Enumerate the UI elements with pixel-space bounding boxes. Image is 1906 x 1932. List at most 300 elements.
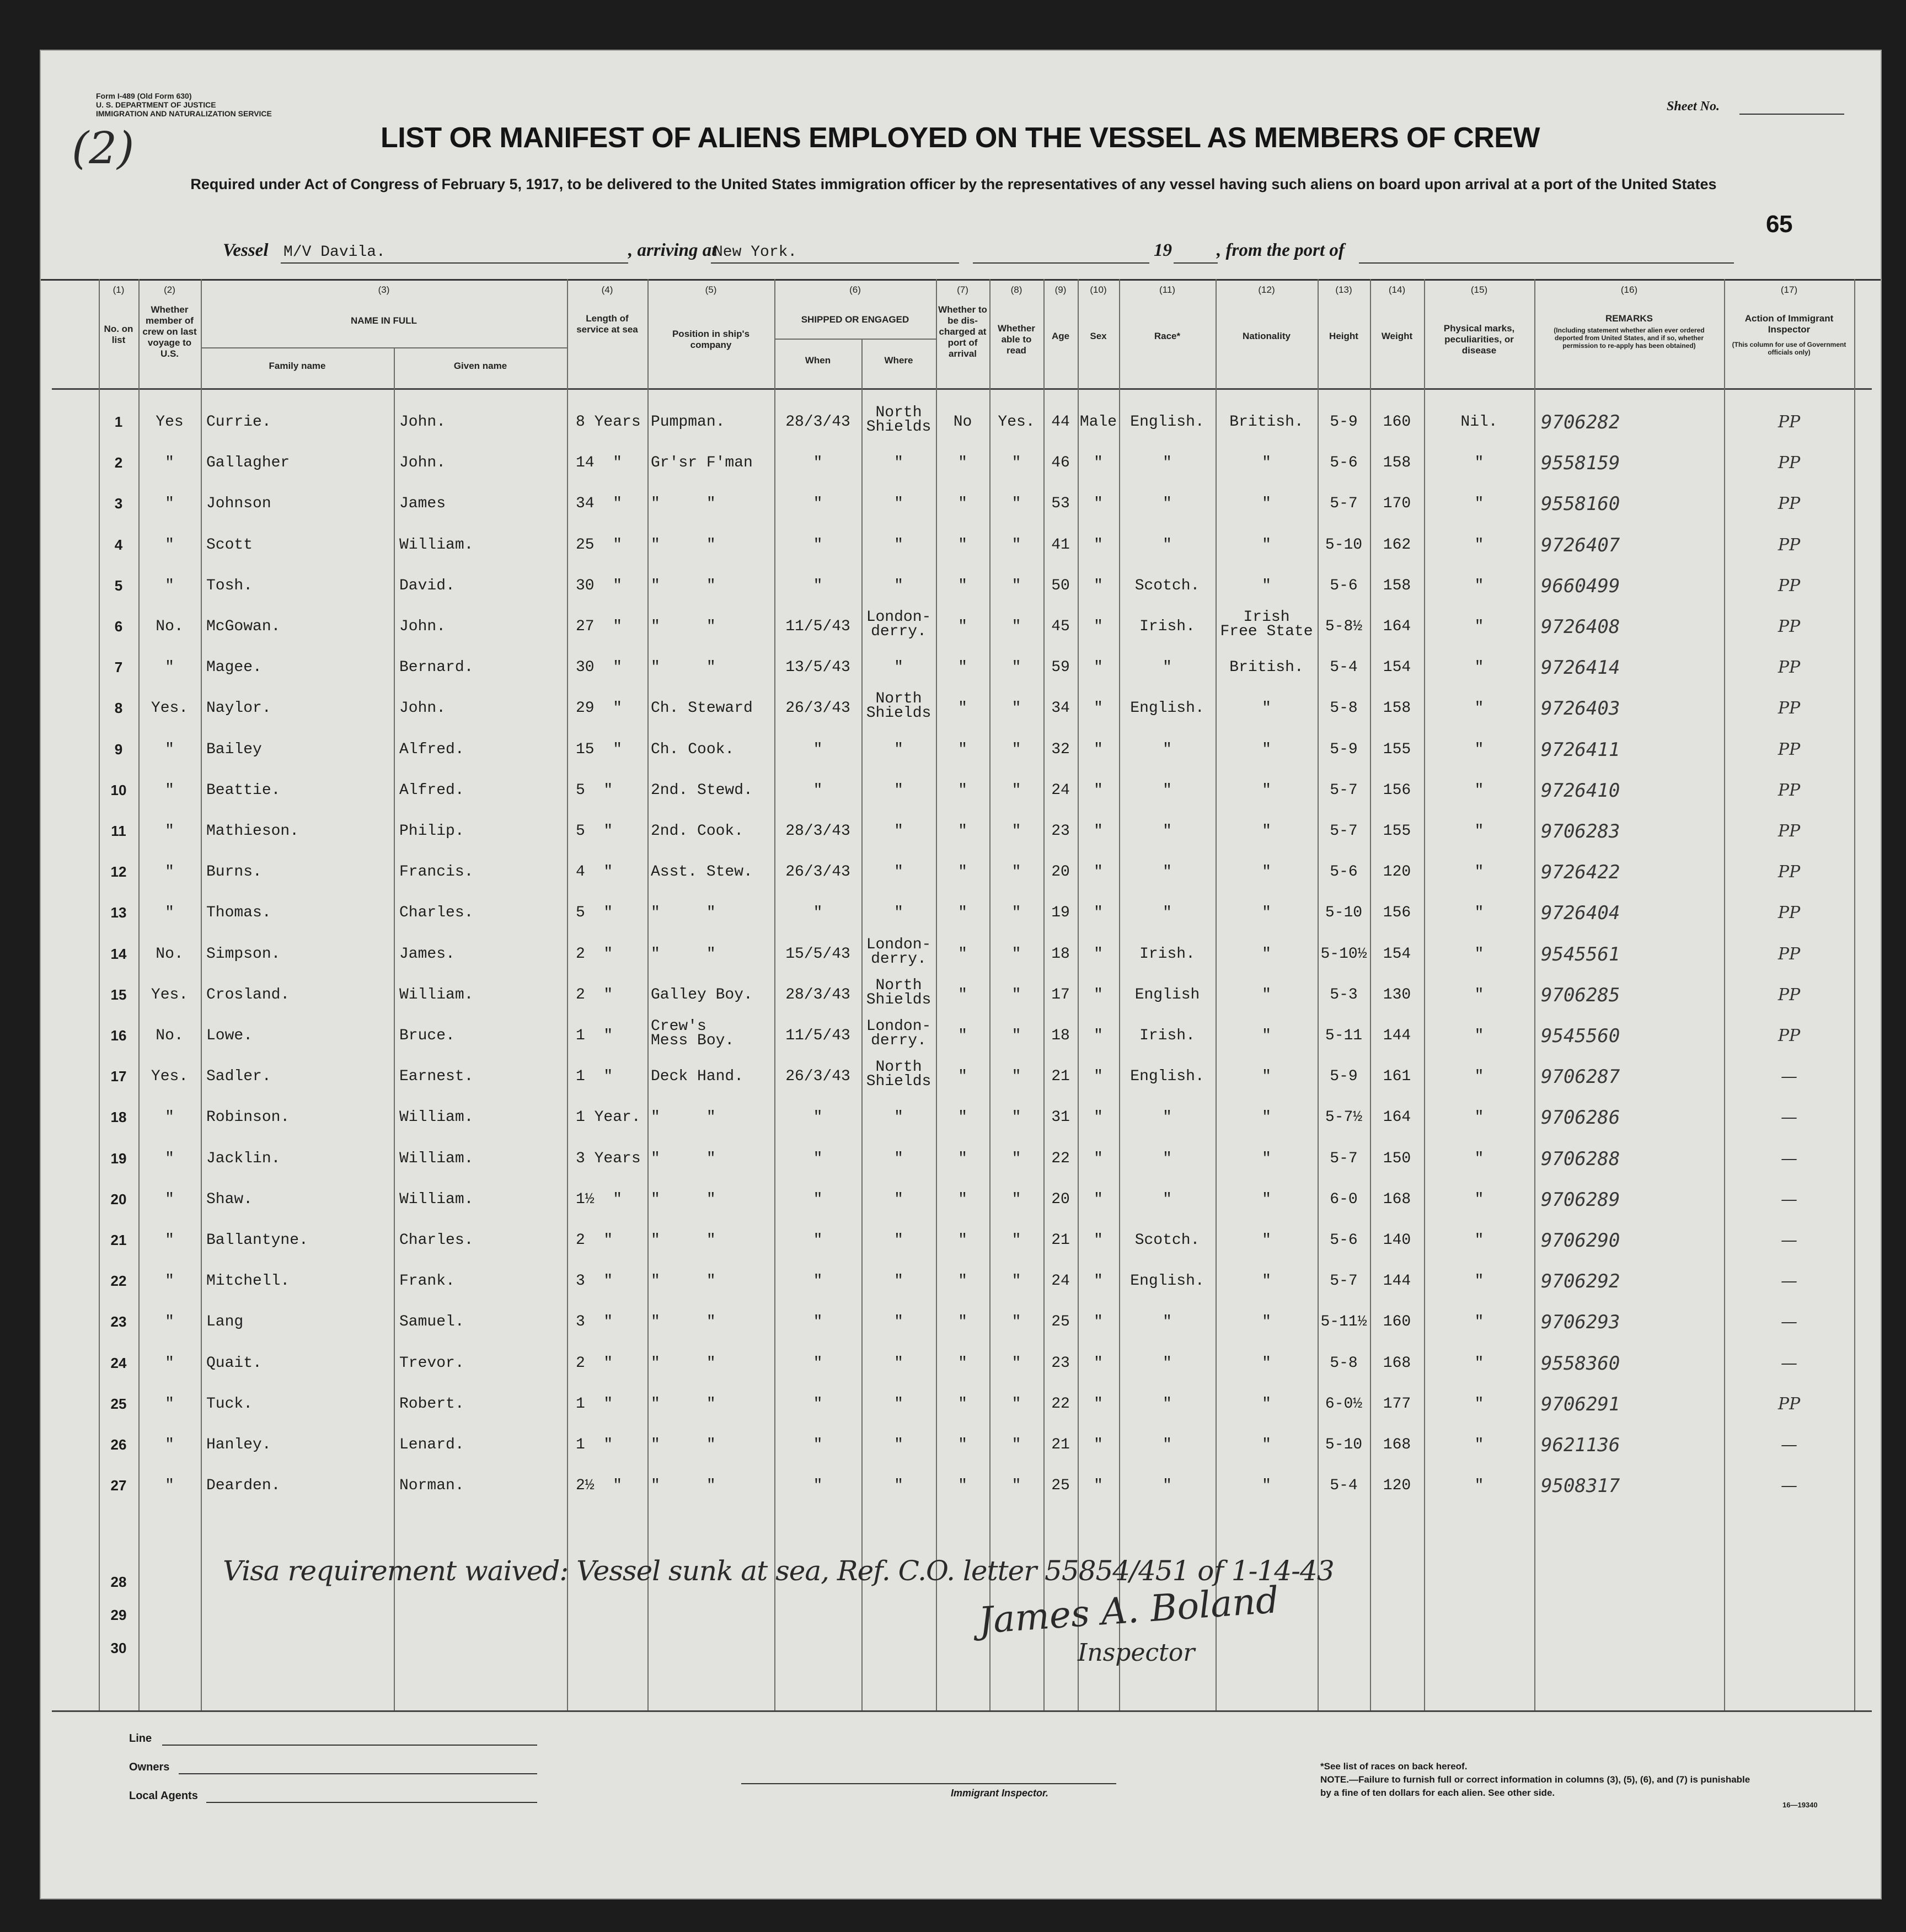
cell-race: " [1163, 536, 1172, 554]
cell-nat: " [1262, 741, 1271, 758]
year-underline [1174, 262, 1218, 264]
cell-disch: " [958, 577, 967, 594]
cell-family: Gallagher [206, 454, 290, 471]
cell-marks: " [1474, 782, 1484, 799]
cell-service: 34 " [576, 495, 623, 512]
cell-nat: " [1262, 1150, 1271, 1167]
cell-position: Galley Boy. [651, 986, 753, 1003]
cell-family: Mitchell. [206, 1273, 290, 1290]
cell-action: PP [1777, 699, 1801, 718]
cell-sex: " [1094, 1150, 1103, 1167]
cell-when: " [813, 1109, 823, 1126]
cell-age: 23 [1051, 1355, 1070, 1372]
cell-position: " " [651, 495, 716, 512]
arriving-label: , arriving at [628, 240, 717, 260]
cell-nat: " [1262, 1396, 1271, 1413]
cell-nat: " [1262, 904, 1271, 921]
cell-position: " " [651, 1232, 716, 1249]
col-header-height: Height [1329, 331, 1358, 341]
cell-where: North Shields [866, 404, 931, 436]
cell-age: 24 [1051, 782, 1070, 799]
cell-service: 1 Year. [576, 1109, 641, 1126]
cell-disch: " [958, 741, 967, 758]
cell-when: " [813, 454, 823, 471]
cell-where: " [894, 659, 903, 676]
cell-last: " [165, 1396, 174, 1413]
cell-action: PP [1777, 453, 1801, 473]
cell-last: " [165, 863, 174, 881]
col-num: (16) [1620, 285, 1638, 295]
row-number: 21 [110, 1232, 127, 1248]
cell-position: " " [651, 1109, 716, 1126]
cell-family: Crosland. [206, 986, 290, 1003]
cell-sex: " [1094, 618, 1103, 635]
cell-last: " [165, 1191, 174, 1208]
cell-weight: 164 [1383, 1109, 1411, 1126]
cell-race: Irish. [1139, 1027, 1195, 1044]
cell-sex: " [1094, 863, 1103, 881]
cell-action: PP [1777, 535, 1801, 555]
cell-when: " [813, 1436, 823, 1453]
cell-action: PP [1777, 862, 1801, 882]
cell-disch: " [958, 1232, 967, 1249]
cell-position: " " [651, 1273, 716, 1290]
col-num: (13) [1335, 285, 1352, 295]
cell-height: 5-7 [1330, 823, 1358, 840]
cell-nat: Irish Free State [1220, 609, 1313, 640]
cell-age: 19 [1051, 904, 1070, 921]
cell-last: Yes. [151, 700, 189, 717]
cell-remark: 9726422 [1541, 861, 1620, 883]
cell-read: " [1011, 863, 1021, 881]
cell-position: " " [651, 1150, 716, 1167]
cell-marks: " [1474, 1313, 1484, 1330]
cell-race: " [1163, 659, 1172, 676]
cell-height: 5-10 [1325, 1436, 1363, 1453]
cell-sex: " [1094, 495, 1103, 512]
cell-disch: " [958, 782, 967, 799]
row-number: 14 [110, 946, 127, 962]
row-number: 4 [114, 536, 123, 553]
cell-family: Tosh. [206, 577, 253, 594]
cell-disch: " [958, 618, 967, 635]
cell-race: " [1163, 782, 1172, 799]
cell-given: Lenard. [399, 1436, 464, 1453]
cell-sex: " [1094, 700, 1103, 717]
cell-read: " [1011, 904, 1021, 921]
cell-weight: 150 [1383, 1150, 1411, 1167]
cell-remark: 9706290 [1541, 1230, 1620, 1252]
cell-family: Robinson. [206, 1109, 290, 1126]
cell-nat: " [1262, 454, 1271, 471]
cell-race: Irish. [1139, 618, 1195, 635]
cell-position: Ch. Steward [651, 700, 753, 717]
cell-weight: 158 [1383, 700, 1411, 717]
cell-given: James [399, 495, 446, 512]
cell-disch: No [953, 414, 972, 431]
col-header-no: No. on list [104, 324, 133, 345]
cell-service: 1½ " [576, 1191, 623, 1208]
cell-disch: " [958, 1313, 967, 1330]
cell-given: Bernard. [399, 659, 474, 676]
cell-weight: 140 [1383, 1232, 1411, 1249]
col-header-action-note: (This column for use of Government officials only) [1732, 341, 1846, 356]
cell-height: 5-7 [1330, 1273, 1358, 1290]
cell-weight: 168 [1383, 1355, 1411, 1372]
cell-position: " " [651, 904, 716, 921]
form-service: IMMIGRATION AND NATURALIZATION SERVICE [96, 109, 272, 118]
cell-height: 6-0½ [1325, 1396, 1363, 1413]
cell-service: 1 " [576, 1027, 613, 1044]
inspector-signature-line [741, 1783, 1116, 1784]
cell-disch: " [958, 1150, 967, 1167]
cell-when: " [813, 577, 823, 594]
cell-action: — [1781, 1435, 1797, 1455]
cell-height: 5-8 [1330, 1355, 1358, 1372]
cell-where: London- derry. [866, 1018, 931, 1049]
col-num: (7) [957, 285, 968, 295]
cell-remark: 9706292 [1541, 1270, 1620, 1292]
cell-where: " [894, 904, 903, 921]
page-number: 65 [1766, 211, 1792, 238]
cell-position: Gr'sr F'man [651, 454, 753, 471]
col-line [1534, 279, 1535, 1710]
cell-family: Burns. [206, 863, 262, 881]
row-number: 9 [114, 741, 123, 758]
cell-weight: 154 [1383, 659, 1411, 676]
cell-sex: " [1094, 904, 1103, 921]
cell-when: 28/3/43 [785, 414, 850, 431]
cell-last: " [165, 1477, 174, 1494]
cell-position: " " [651, 1477, 716, 1494]
cell-when: 26/3/43 [785, 863, 850, 881]
row-number: 12 [110, 863, 127, 880]
col-header-shipped: SHIPPED OR ENGAGED [801, 314, 909, 325]
cell-service: 27 " [576, 618, 623, 635]
form-info [96, 92, 272, 118]
page-title: LIST OR MANIFEST OF ALIENS EMPLOYED ON THE VESSEL AS MEMBERS OF CREW [381, 122, 1540, 154]
cell-remark: 9706289 [1541, 1189, 1620, 1211]
row-number: 15 [110, 986, 127, 1003]
col-line [394, 347, 395, 1710]
cell-where: " [894, 536, 903, 554]
cell-height: 5-7 [1330, 1150, 1358, 1167]
inspector-signature: James A. Boland [977, 1579, 1281, 1642]
cell-action: — [1781, 1476, 1797, 1495]
cell-action: — [1781, 1271, 1797, 1291]
from-port-label: , from the port of [1217, 240, 1345, 260]
cell-nat: " [1262, 1027, 1271, 1044]
cell-last: " [165, 536, 174, 554]
col-line [567, 279, 568, 1710]
cell-given: Trevor. [399, 1355, 464, 1372]
cell-disch: " [958, 659, 967, 676]
cell-height: 5-7½ [1325, 1109, 1363, 1126]
cell-marks: " [1474, 536, 1484, 554]
cell-race: " [1163, 1109, 1172, 1126]
cell-last: Yes. [151, 986, 189, 1003]
cell-weight: 144 [1383, 1273, 1411, 1290]
cell-read: " [1011, 741, 1021, 758]
cell-race: English. [1130, 1273, 1204, 1290]
cell-when: " [813, 1150, 823, 1167]
cell-height: 5-8½ [1325, 618, 1363, 635]
cell-service: 3 " [576, 1273, 613, 1290]
cell-remark: 9558159 [1541, 452, 1620, 474]
cell-given: Earnest. [399, 1068, 474, 1085]
cell-last: " [165, 1355, 174, 1372]
cell-where: " [894, 1273, 903, 1290]
cell-marks: " [1474, 577, 1484, 594]
row-number: 11 [111, 823, 126, 839]
cell-last: " [165, 659, 174, 676]
cell-race: " [1163, 741, 1172, 758]
cell-sex: " [1094, 1273, 1103, 1290]
cell-when: 28/3/43 [785, 986, 850, 1003]
cell-disch: " [958, 1273, 967, 1290]
cell-sex: " [1094, 1232, 1103, 1249]
cell-when: " [813, 904, 823, 921]
cell-service: 3 Years [576, 1150, 641, 1167]
row-number: 17 [110, 1068, 127, 1085]
cell-disch: " [958, 536, 967, 554]
cell-remark: 9726414 [1541, 657, 1620, 679]
cell-disch: " [958, 1191, 967, 1208]
cell-position: " " [651, 1436, 716, 1453]
cell-remark: 9706293 [1541, 1311, 1620, 1333]
cell-race: English. [1130, 414, 1204, 431]
cell-given: Frank. [399, 1273, 455, 1290]
cell-family: Mathieson. [206, 823, 299, 840]
sheet-no-label: Sheet No. [1667, 99, 1720, 114]
cell-action: PP [1777, 781, 1801, 800]
cell-weight: 161 [1383, 1068, 1411, 1085]
col-num: (9) [1054, 285, 1067, 295]
cell-disch: " [958, 495, 967, 512]
row-number: 24 [110, 1355, 127, 1371]
cell-service: 4 " [576, 863, 613, 881]
col-num: (14) [1388, 285, 1406, 295]
cell-action: PP [1777, 658, 1801, 677]
cell-marks: " [1474, 904, 1484, 921]
cell-age: 20 [1051, 863, 1070, 881]
cell-last: " [165, 1436, 174, 1453]
cell-marks: " [1474, 863, 1484, 881]
cell-nat: " [1262, 823, 1271, 840]
row-number: 10 [110, 782, 127, 798]
cell-service: 30 " [576, 577, 623, 594]
cell-race: " [1163, 1355, 1172, 1372]
cell-sex: " [1094, 823, 1103, 840]
cell-where: " [894, 823, 903, 840]
cell-sex: " [1094, 1313, 1103, 1330]
cell-disch: " [958, 1396, 967, 1413]
cell-given: David. [399, 577, 455, 594]
row-number: 18 [110, 1109, 127, 1125]
cell-family: Lowe. [206, 1027, 253, 1044]
cell-disch: " [958, 1109, 967, 1126]
cell-height: 5-7 [1330, 495, 1358, 512]
handwritten-sheet-mark: (2) [72, 122, 135, 174]
cell-height: 5-4 [1330, 659, 1358, 676]
col-num: (17) [1780, 285, 1798, 295]
cell-where: " [894, 1313, 903, 1330]
cell-height: 5-3 [1330, 986, 1358, 1003]
cell-read: " [1011, 1313, 1021, 1330]
cell-when: 11/5/43 [785, 1027, 850, 1044]
year-label: 19 [1154, 240, 1172, 260]
cell-weight: 164 [1383, 618, 1411, 635]
col-header-read: Whether able to read [998, 323, 1035, 356]
cell-last: No. [156, 1027, 184, 1044]
cell-where: " [894, 1396, 903, 1413]
cell-position: Asst. Stew. [651, 863, 753, 881]
row-number: 7 [114, 659, 123, 675]
cell-when: " [813, 1273, 823, 1290]
cell-when: 26/3/43 [785, 700, 850, 717]
cell-nat: " [1262, 1232, 1271, 1249]
cell-action: — [1781, 1190, 1797, 1209]
cell-read: " [1011, 618, 1021, 635]
vessel-underline [281, 262, 628, 264]
cell-nat: " [1262, 1273, 1271, 1290]
cell-age: 23 [1051, 823, 1070, 840]
cell-position: " " [651, 1355, 716, 1372]
cell-family: Magee. [206, 659, 262, 676]
cell-given: James. [399, 946, 455, 963]
cell-weight: 168 [1383, 1436, 1411, 1453]
cell-weight: 158 [1383, 454, 1411, 471]
col-num: (2) [164, 285, 175, 295]
cell-nat: " [1262, 863, 1271, 881]
cell-action: PP [1777, 740, 1801, 759]
cell-marks: " [1474, 700, 1484, 717]
cell-last: " [165, 1150, 174, 1167]
cell-when: " [813, 1191, 823, 1208]
cell-action: — [1781, 1067, 1797, 1086]
arriving-underline [711, 262, 959, 264]
cell-read: " [1011, 946, 1021, 963]
cell-family: Dearden. [206, 1477, 281, 1494]
cell-service: 1 " [576, 1396, 613, 1413]
cell-service: 30 " [576, 659, 623, 676]
col-header-weight: Weight [1381, 331, 1413, 341]
col-header-marks: Physical marks, peculiarities, or disease [1443, 323, 1515, 356]
cell-remark: 9726408 [1541, 616, 1620, 638]
cell-marks: " [1474, 1477, 1484, 1494]
cell-last: " [165, 823, 174, 840]
form-number: Form I-489 (Old Form 630) [96, 92, 192, 100]
cell-family: Jacklin. [206, 1150, 281, 1167]
cell-height: 5-4 [1330, 1477, 1358, 1494]
col-header-family-name: Family name [269, 361, 326, 371]
cell-nat: " [1262, 782, 1271, 799]
cell-when: 26/3/43 [785, 1068, 850, 1085]
cell-remark: 9621136 [1541, 1434, 1620, 1456]
cell-service: 1 " [576, 1068, 613, 1085]
cell-age: 32 [1051, 741, 1070, 758]
cell-nat: " [1262, 1191, 1271, 1208]
cell-marks: " [1474, 986, 1484, 1003]
cell-height: 5-9 [1330, 741, 1358, 758]
col-header-when: When [805, 355, 831, 366]
row-number: 29 [110, 1607, 127, 1623]
cell-height: 5-6 [1330, 1232, 1358, 1249]
cell-position: " " [651, 1396, 716, 1413]
cell-when: 13/5/43 [785, 659, 850, 676]
cell-last: " [165, 454, 174, 471]
cell-given: Philip. [399, 823, 464, 840]
cell-service: 5 " [576, 782, 613, 799]
arriving-value: New York. [714, 244, 797, 261]
cell-marks: " [1474, 823, 1484, 840]
cell-remark: 9706287 [1541, 1066, 1620, 1088]
cell-action: PP [1777, 985, 1801, 1005]
cell-weight: 158 [1383, 577, 1411, 594]
cell-remark: 9558360 [1541, 1353, 1620, 1375]
cell-nat: " [1262, 700, 1271, 717]
cell-where: " [894, 1232, 903, 1249]
cell-age: 25 [1051, 1313, 1070, 1330]
cell-last: No. [156, 946, 184, 963]
cell-given: William. [399, 536, 474, 554]
cell-remark: 9726407 [1541, 534, 1620, 556]
cell-marks: " [1474, 1150, 1484, 1167]
cell-remark: 9726403 [1541, 697, 1620, 720]
cell-last: " [165, 1109, 174, 1126]
cell-family: Bailey [206, 741, 262, 758]
cell-height: 5-7 [1330, 782, 1358, 799]
cell-position: Crew's Mess Boy. [651, 1018, 735, 1049]
cell-read: " [1011, 823, 1021, 840]
col-num: (3) [378, 285, 390, 295]
row-number: 27 [110, 1477, 127, 1494]
cell-position: " " [651, 1191, 716, 1208]
cell-remark: 9706291 [1541, 1393, 1620, 1415]
cell-when: " [813, 1396, 823, 1413]
cell-given: Alfred. [399, 782, 464, 799]
cell-race: " [1163, 1150, 1172, 1167]
cell-last: " [165, 904, 174, 921]
cell-height: 6-0 [1330, 1191, 1358, 1208]
cell-last: Yes [156, 414, 184, 431]
cell-age: 46 [1051, 454, 1070, 471]
cell-when: " [813, 782, 823, 799]
cell-family: Beattie. [206, 782, 281, 799]
row-number: 5 [114, 577, 123, 594]
row-number: 3 [114, 495, 123, 512]
col-num: (5) [705, 285, 717, 295]
header-bottom-border [52, 388, 1872, 390]
cell-weight: 155 [1383, 823, 1411, 840]
cell-service: 2 " [576, 986, 613, 1003]
cell-sex: " [1094, 454, 1103, 471]
cell-given: Samuel. [399, 1313, 464, 1330]
cell-race: " [1163, 1436, 1172, 1453]
cell-race: Scotch. [1134, 577, 1200, 594]
cell-remark: 9726410 [1541, 780, 1620, 802]
cell-action: PP [1777, 576, 1801, 595]
cell-where: London- derry. [866, 936, 931, 968]
col-header-nationality: Nationality [1243, 331, 1291, 341]
cell-where: " [894, 1191, 903, 1208]
cell-sex: " [1094, 782, 1103, 799]
cell-where: " [894, 577, 903, 594]
row-number: 23 [110, 1313, 127, 1330]
col-header-age: Age [1051, 331, 1070, 341]
cell-marks: " [1474, 495, 1484, 512]
cell-height: 5-10 [1325, 904, 1363, 921]
